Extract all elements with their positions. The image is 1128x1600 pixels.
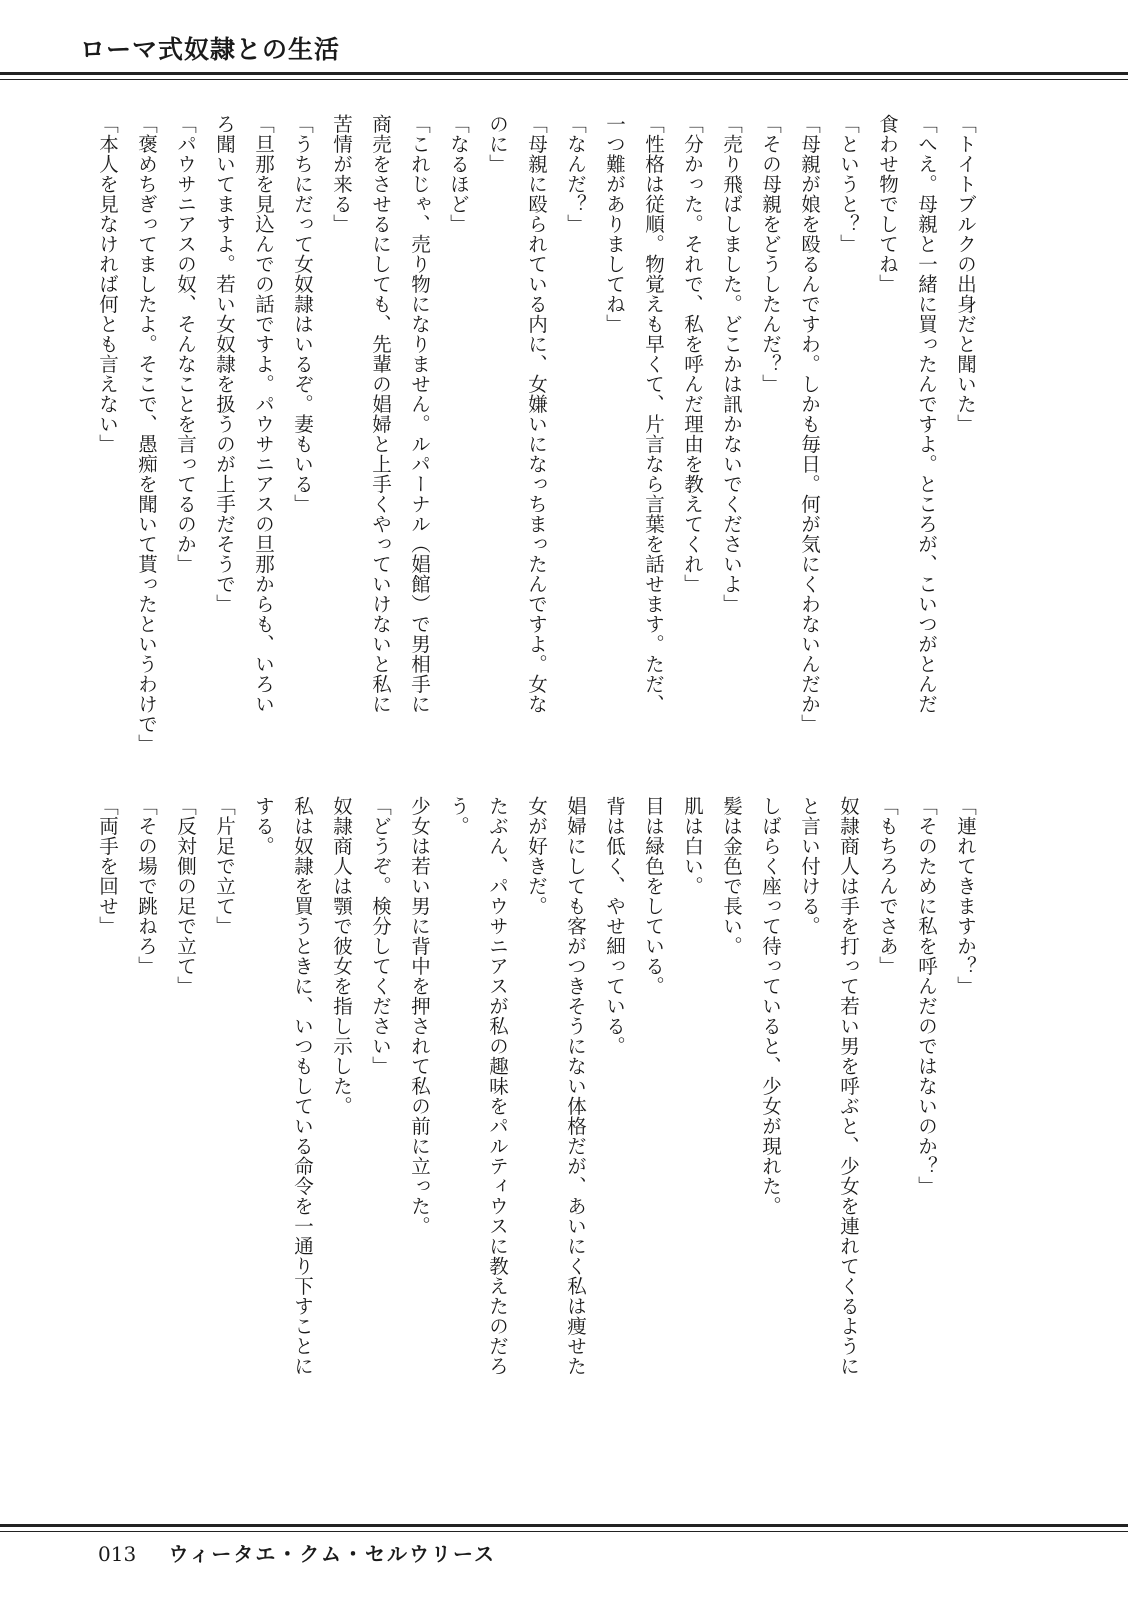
text-line: 「なんだ？」	[564, 114, 587, 234]
text-line: 商売をさせるにしても、先輩の娼婦と上手くやっていけないと私に	[369, 114, 392, 714]
text-line: 髪は金色で長い。	[720, 796, 743, 956]
text-line: 「母親が娘を殴るんですわ。しかも毎日。何が気にくわないんだか」	[798, 114, 821, 734]
text-line: と言い付ける。	[798, 796, 821, 936]
text-line: 「その場で跳ねろ」	[135, 796, 158, 976]
text-line: 「というと？」	[837, 114, 860, 254]
text-line: 奴隷商人は手を打って若い男を呼ぶと、少女を連れてくるように	[837, 796, 860, 1376]
text-line: のに」	[486, 114, 509, 174]
text-line: ろ聞いてますよ。若い女奴隷を扱うのが上手だそうで」	[213, 114, 236, 614]
text-line: 「反対側の足で立て」	[174, 796, 197, 996]
text-line: 「トイトブルクの出身だと聞いた」	[954, 114, 977, 434]
text-line: 「性格は従順。物覚えも早くて、片言なら言葉を話せます。ただ、	[642, 114, 665, 714]
text-line: 「褒めちぎってましたよ。そこで、愚痴を聞いて貰ったというわけで」	[135, 114, 158, 754]
text-line: 「パウサニアスの奴、そんなことを言ってるのか」	[174, 114, 197, 574]
header-rule-thin	[0, 79, 1128, 80]
text-line: 「売り飛ばしました。どこかは訊かないでくださいよ」	[720, 114, 743, 614]
page-footer	[98, 1538, 496, 1567]
text-line: 「へえ。母親と一緒に買ったんですよ。ところが、こいつがとんだ	[915, 114, 938, 714]
text-line: 背は低く、やせ細っている。	[603, 796, 626, 1056]
text-line: う。	[447, 796, 470, 836]
text-line: 「そのために私を呼んだのではないのか？」	[915, 796, 938, 1196]
footer-rule-thin	[0, 1531, 1128, 1532]
text-line: 奴隷商人は顎で彼女を指し示した。	[330, 796, 353, 1116]
book-title: ウィータエ・クム・セルウリース	[168, 1542, 496, 1566]
text-line: しばらく座って待っていると、少女が現れた。	[759, 796, 782, 1216]
footer-rule-thick	[0, 1524, 1128, 1527]
header-rule-thick	[0, 72, 1128, 75]
text-line: 「母親に殴られている内に、女嫌いになっちまったんですよ。女な	[525, 114, 548, 714]
text-line: 目は緑色をしている。	[642, 796, 665, 996]
text-line: 女が好きだ。	[525, 796, 548, 916]
text-line: たぶん、パウサニアスが私の趣味をパルティウスに教えたのだろ	[486, 796, 509, 1376]
text-line: 「連れてきますか？」	[954, 796, 977, 996]
text-line: 娼婦にしても客がつきそうにない体格だが、あいにく私は痩せた	[564, 796, 587, 1376]
text-line: 私は奴隷を買うときに、いつもしている命令を一通り下すことに	[291, 796, 314, 1376]
text-line: 「両手を回せ」	[96, 796, 119, 936]
text-line: 「これじゃ、売り物になりません。ルパーナル（娼館）で男相手に	[408, 114, 431, 714]
text-line: 肌は白い。	[681, 796, 704, 896]
text-line: 「その母親をどうしたんだ？」	[759, 114, 782, 394]
text-line: 一つ難がありましてね」	[603, 114, 626, 334]
text-line: 「片足で立て」	[213, 796, 236, 936]
text-line: 少女は若い男に背中を押されて私の前に立った。	[408, 796, 431, 1236]
text-line: 「旦那を見込んでの話ですよ。パウサニアスの旦那からも、いろい	[252, 114, 275, 714]
text-line: 「なるほど」	[447, 114, 470, 234]
text-line: 「分かった。それで、私を呼んだ理由を教えてくれ」	[681, 114, 704, 594]
page-number: 013	[98, 1542, 137, 1566]
text-line: 苦情が来る」	[330, 114, 353, 234]
text-line: 「うちにだって女奴隷はいるぞ。妻もいる」	[291, 114, 314, 514]
text-line: 「本人を見なければ何とも言えない」	[96, 114, 119, 454]
text-line: する。	[252, 796, 275, 856]
text-line: 「もちろんでさあ」	[876, 796, 899, 976]
text-line: 食わせ物でしてね」	[876, 114, 899, 294]
chapter-title: ローマ式奴隷との生活	[80, 35, 341, 64]
text-line: 「どうぞ。検分してください」	[369, 796, 392, 1076]
